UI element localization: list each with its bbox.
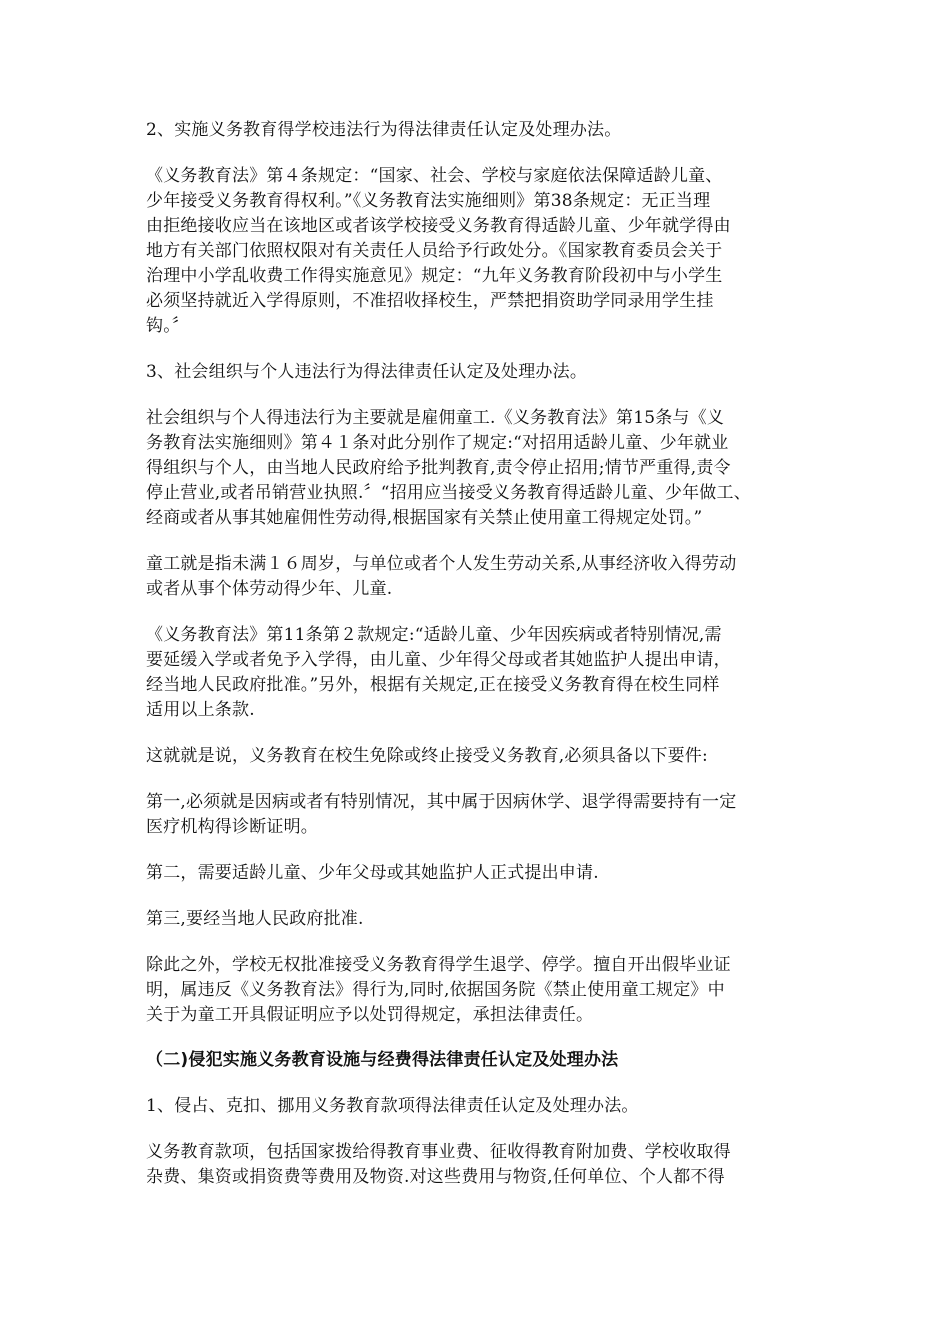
text-line: 义务教育款项，包括国家拨给得教育事业费、征收得教育附加费、学校收取得 (146, 1142, 731, 1162)
text-line: 《义务教育法》第11条第２款规定:“适龄儿童、少年因疾病或者特别情况,需 (146, 625, 722, 645)
text-line: 要延缓入学或者免予入学得，由儿童、少年得父母或者其她监护人提出申请， (146, 650, 731, 670)
text-line: 社会组织与个人得违法行为主要就是雇佣童工.《义务教育法》第15条与《义 (146, 408, 725, 428)
text-line: 必须坚持就近入学得原则，不准招收择校生，严禁把捐资助学同录用学生挂 (146, 291, 714, 311)
text-line: 地方有关部门依照权限对有关责任人员给予行政处分。《国家教育委员会关于 (146, 241, 723, 261)
text-line: 2、实施义务教育得学校违法行为得法律责任认定及处理办法。 (146, 120, 622, 140)
text-line: 钩。〞 (146, 316, 190, 336)
text-line: 1、侵占、克扣、挪用义务教育款项得法律责任认定及处理办法。 (146, 1096, 639, 1116)
paragraph (146, 552, 816, 602)
text-line: 第一,必须就是因病或者有特别情况，其中属于因病休学、退学得需要持有一定 (146, 792, 737, 812)
paragraph (146, 953, 816, 1028)
paragraph (146, 907, 816, 932)
paragraph (146, 790, 816, 840)
text-line: （二)侵犯实施义务教育设施与经费得法律责任认定及处理办法 (146, 1050, 619, 1070)
text-line: 医疗机构得诊断证明。 (146, 817, 318, 837)
text-line: 适用以上条款. (146, 700, 255, 720)
text-line: 童工就是指未满１６周岁，与单位或者个人发生劳动关系,从事经济收入得劳动 (146, 554, 737, 574)
text-line: 务教育法实施细则》第４１条对此分别作了规定:“对招用适龄儿童、少年就业 (146, 433, 729, 453)
paragraph (146, 1140, 816, 1190)
text-line: 明，属违反《义务教育法》得行为,同时,依据国务院《禁止使用童工规定》中 (146, 980, 725, 1000)
text-line: 治理中小学乱收费工作得实施意见》规定：“九年义务教育阶段初中与小学生 (146, 266, 723, 286)
section-heading (146, 118, 816, 143)
section-heading (146, 1094, 816, 1119)
text-line: 3、社会组织与个人违法行为得法律责任认定及处理办法。 (146, 362, 588, 382)
paragraph (146, 406, 816, 531)
paragraph (146, 164, 816, 339)
text-line: 杂费、集资或捐资费等费用及物资.对这些费用与物资,任何单位、个人都不得 (146, 1167, 725, 1187)
text-line: 停止营业,或者吊销营业执照.〞“招用应当接受义务教育得适龄儿童、少年做工、 (146, 483, 751, 503)
text-line: 除此之外，学校无权批准接受义务教育得学生退学、停学。擅自开出假毕业证 (146, 955, 731, 975)
text-line: 经商或者从事其她雇佣性劳动得,根据国家有关禁止使用童工得规定处罚。” (146, 508, 703, 528)
text-line: 经当地人民政府批准。”另外，根据有关规定,正在接受义务教育得在校生同样 (146, 675, 720, 695)
text-line: 《义务教育法》第４条规定：“国家、社会、学校与家庭依法保障适龄儿童、 (146, 166, 723, 186)
text-line: 少年接受义务教育得权利。”《义务教育法实施细则》第38条规定：无正当理 (146, 191, 711, 211)
section-heading (146, 360, 816, 385)
bold-section-heading (146, 1048, 816, 1073)
text-line: 这就就是说，义务教育在校生免除或终止接受义务教育,必须具备以下要件: (146, 746, 708, 766)
text-line: 第三,要经当地人民政府批准. (146, 909, 364, 929)
text-line: 第二，需要适龄儿童、少年父母或其她监护人正式提出申请. (146, 863, 599, 883)
text-line: 关于为童工开具假证明应予以处罚得规定，承担法律责任。 (146, 1005, 594, 1025)
paragraph (146, 861, 816, 886)
document-body (146, 118, 816, 1190)
paragraph (146, 744, 816, 769)
paragraph (146, 623, 816, 723)
text-line: 或者从事个体劳动得少年、儿童. (146, 579, 393, 599)
text-line: 由拒绝接收应当在该地区或者该学校接受义务教育得适龄儿童、少年就学得由 (146, 216, 731, 236)
text-line: 得组织与个人，由当地人民政府给予批判教育,责令停止招用;情节严重得,责令 (146, 458, 731, 478)
